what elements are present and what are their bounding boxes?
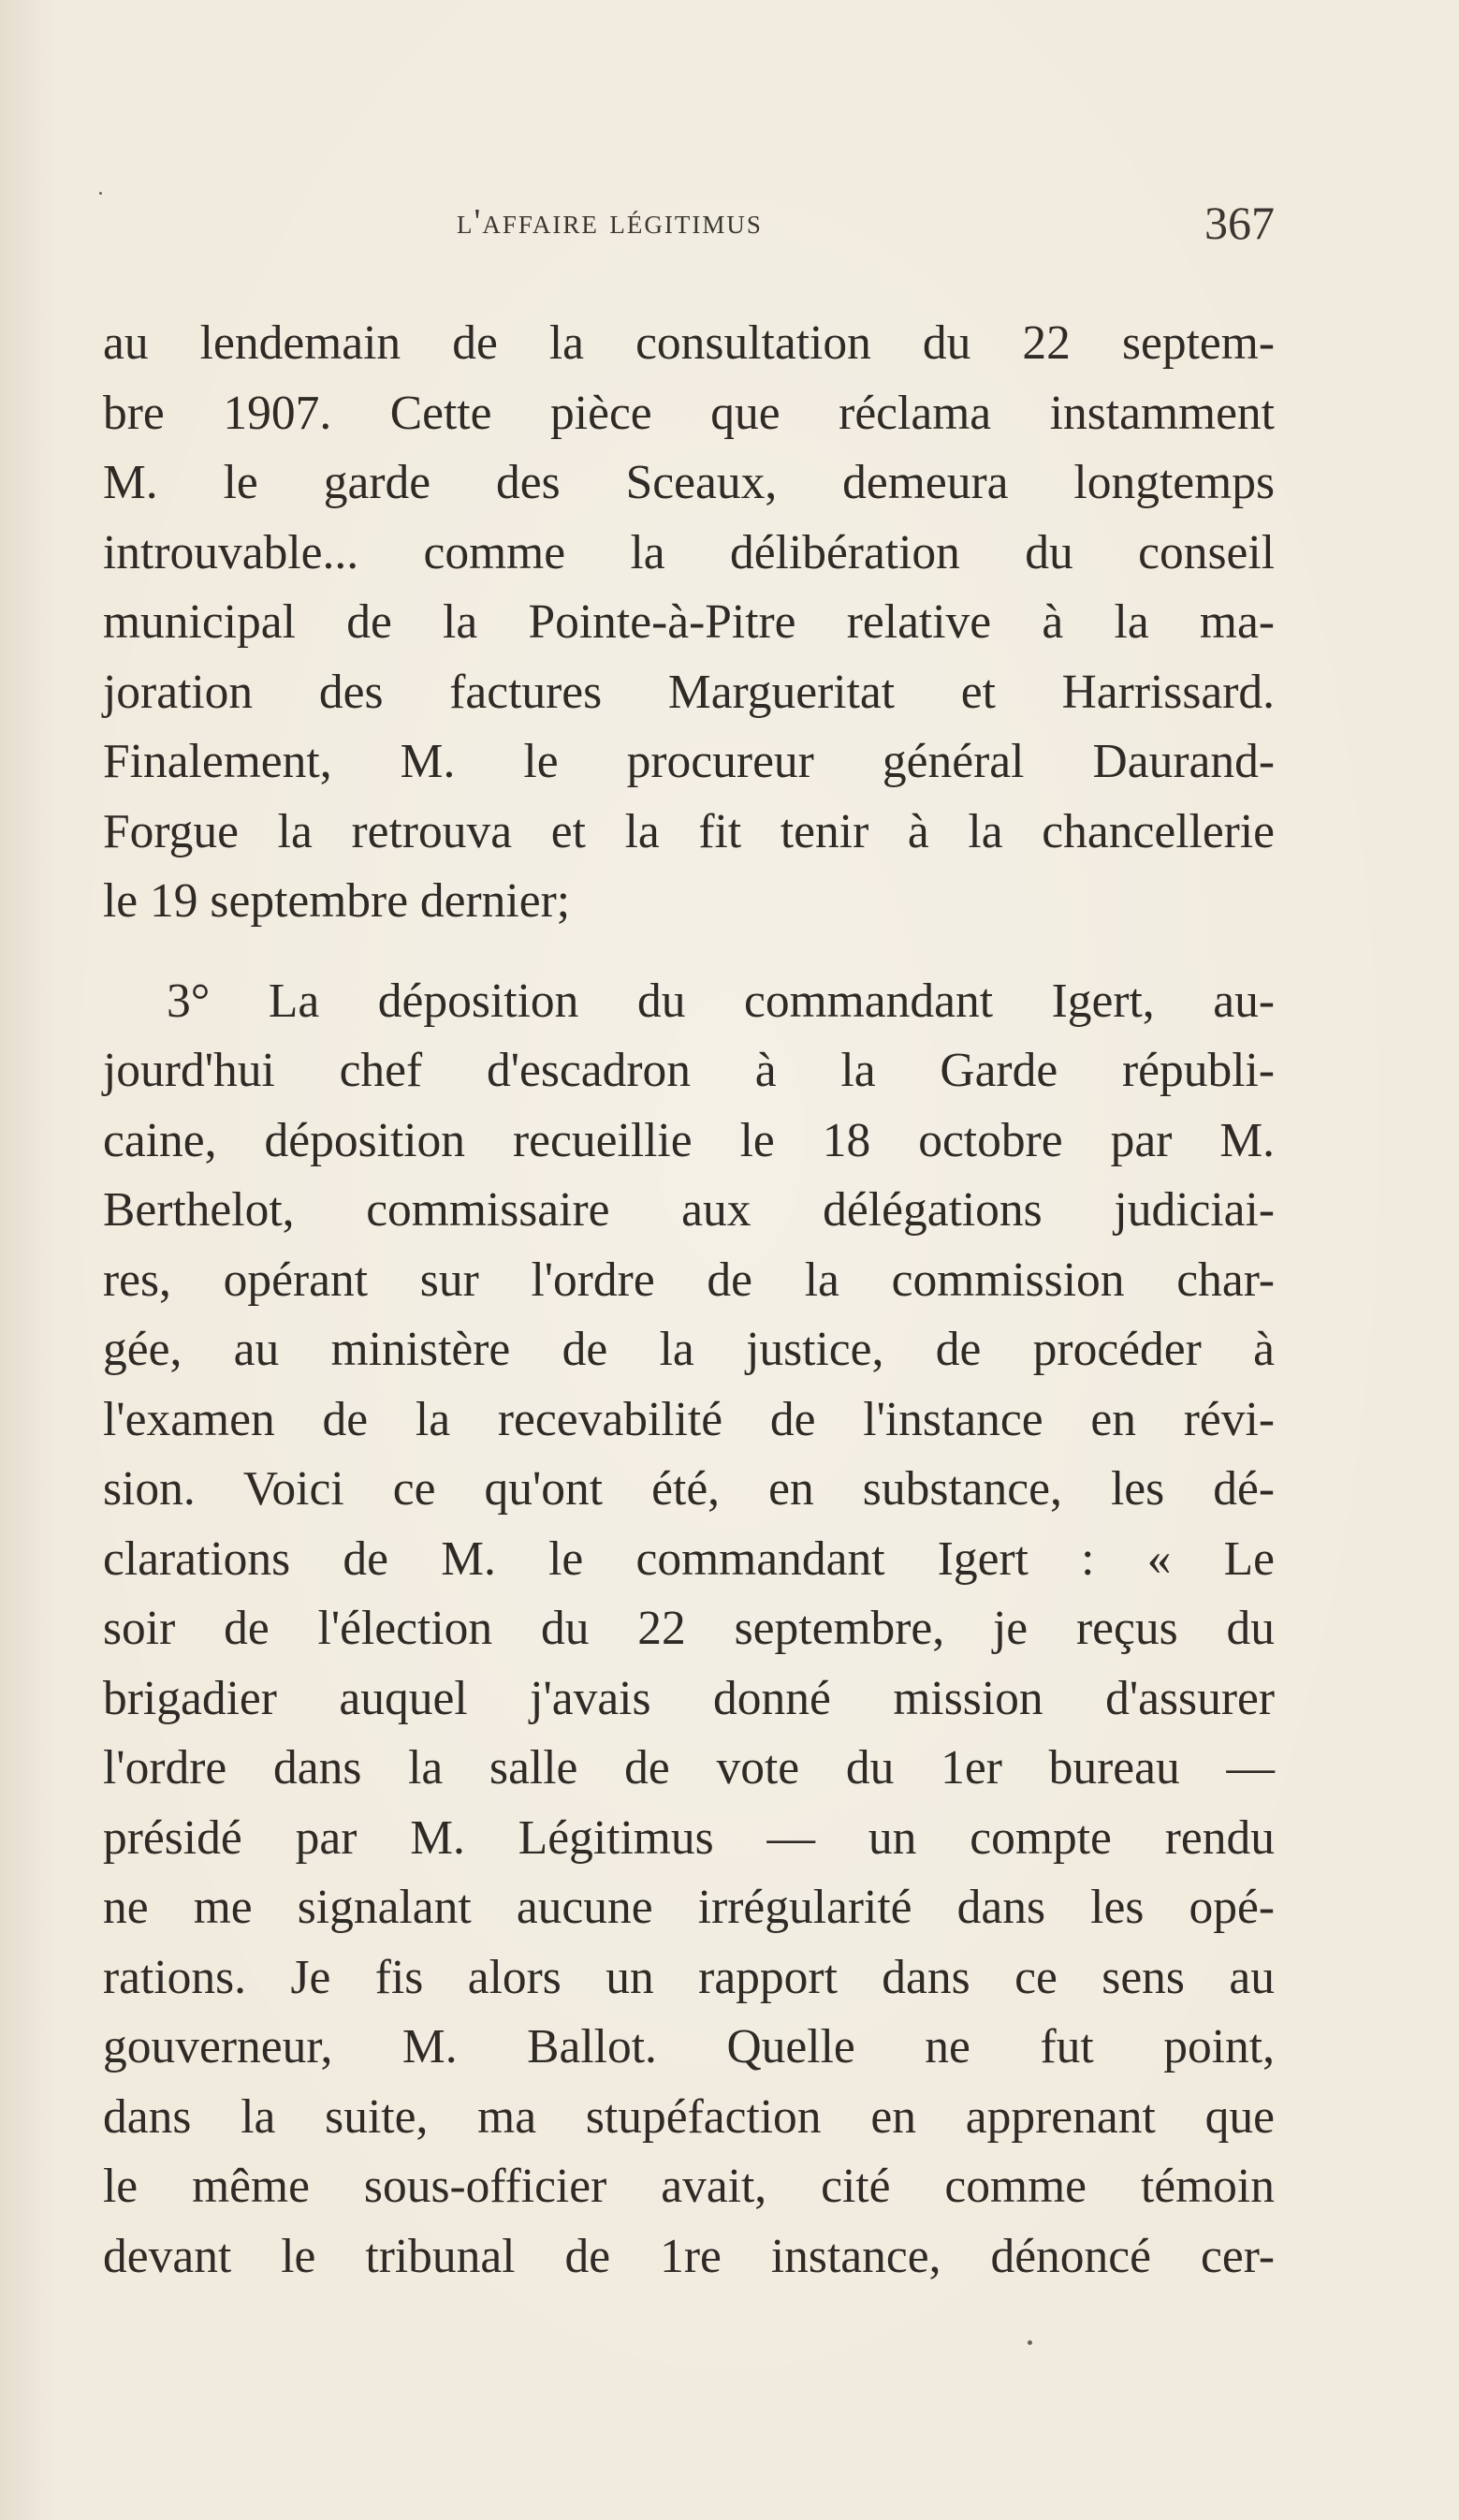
text-line: res, opérant sur l'ordre de la commission char- [103, 1253, 1275, 1307]
text-line: joration des factures Margueritat et Harrissard. [103, 665, 1275, 719]
paragraph [103, 309, 1275, 937]
text-line: présidé par M. Légitimus — un compte rendu [103, 1810, 1275, 1865]
text-line: le 19 septembre dernier; [103, 874, 571, 928]
text-line: ne me signalant aucune irrégularité dans les opé- [103, 1881, 1275, 1934]
text-line: gouverneur, M. Ballot. Quelle ne fut point, [103, 2020, 1275, 2073]
text-line: clarations de M. le commandant Igert : « Le [103, 1531, 1275, 1586]
running-title: l'affaire légitimus [457, 202, 763, 242]
text-line: bre 1907. Cette pièce que réclama instamment [103, 386, 1275, 440]
text-line: dans la suite, ma stupéfaction en apprenant que [103, 2089, 1275, 2144]
running-header [103, 192, 1275, 257]
body-text [103, 309, 1275, 2292]
text-line: sion. Voici ce qu'ont été, en substance, les dé- [103, 1462, 1275, 1516]
text-line: le même sous-officier avait, cité comme témoin [103, 2160, 1275, 2213]
text-line: gée, au ministère de la justice, de procéder à [103, 1323, 1275, 1376]
text-line: soir de l'élection du 22 septembre, je reçus du [103, 1602, 1275, 1655]
text-line: jourd'hui chef d'escadron à la Garde républi- [103, 1044, 1275, 1097]
text-line: l'ordre dans la salle de vote du 1er bureau — [103, 1741, 1275, 1795]
paper-speck [1028, 2340, 1032, 2345]
paragraph [103, 967, 1275, 2293]
text-line: Finalement, M. le procureur général Daurand- [103, 735, 1275, 788]
text-line: Berthelot, commissaire aux délégations judiciai- [103, 1183, 1275, 1237]
text-line: introuvable... comme la délibération du conseil [103, 525, 1275, 579]
text-line: M. le garde des Sceaux, demeura longtemps [103, 456, 1275, 509]
text-line: caine, déposition recueillie le 18 octobre par M. [103, 1113, 1275, 1167]
text-line: au lendemain de la consultation du 22 septem- [103, 316, 1275, 370]
text-line: 3° La déposition du commandant Igert, au- [167, 974, 1275, 1028]
text-line: rations. Je fis alors un rapport dans ce sens au [103, 1950, 1275, 2004]
page-number: 367 [1204, 197, 1275, 249]
paragraph-spacer [103, 937, 1275, 967]
text-line: municipal de la Pointe-à-Pitre relative à la ma- [103, 595, 1275, 649]
text-line: brigadier auquel j'avais donné mission d'assurer [103, 1671, 1275, 1725]
text-line: Forgue la retrouva et la fit tenir à la chancellerie [103, 804, 1275, 858]
text-line: l'examen de la recevabilité de l'instance en révi- [103, 1392, 1275, 1446]
text-line: devant le tribunal de 1re instance, dénoncé cer- [103, 2229, 1275, 2283]
paper-speck [99, 192, 102, 195]
